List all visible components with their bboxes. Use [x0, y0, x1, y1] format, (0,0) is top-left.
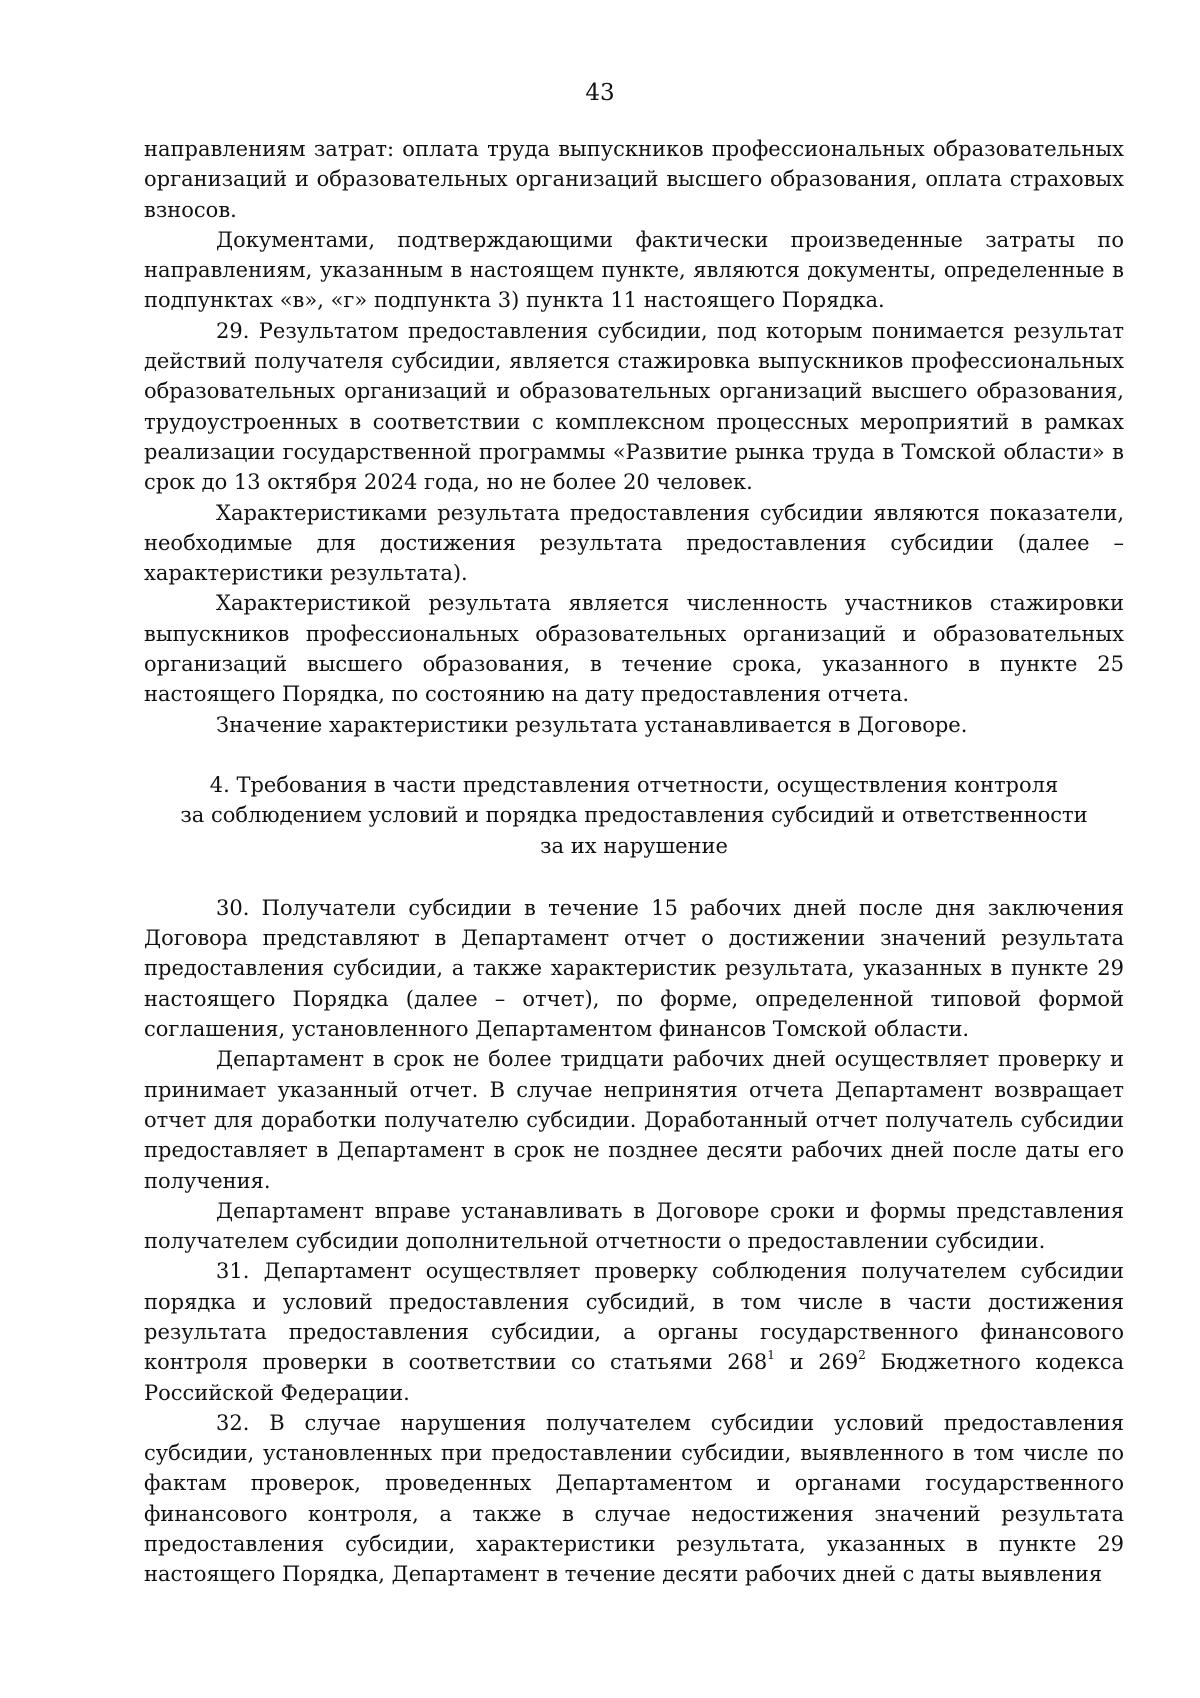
spacer [144, 861, 1124, 893]
document-body [144, 134, 1124, 1590]
paragraph-characteristic-definition: Характеристикой результата является численность участников стажировки выпускников профессиональных образовательных организаций и образовательных организаций высшего образования, в течение срока, указанного в пункте 25 настоящего Порядка, по состоянию на дату предоставления отчета. [144, 591, 1124, 707]
section-heading-line-2: за соблюдением условий и порядка предоставления субсидий и ответственности [180, 803, 1088, 828]
paragraph-costs-continuation: направлениям затрат: оплата труда выпускников профессиональных образовательных организаций и образовательных организаций высшего образования, оплата страховых взносов. [144, 137, 1124, 222]
paragraph-31-text-middle: и 269 [774, 1350, 859, 1375]
paragraph-supporting-documents: Документами, подтверждающими фактически произведенные затраты по направлениям, указанным в настоящем пункте, являются документы, определенные в подпунктах «в», «г» подпункта 3) пункта 11 настоящего Порядка. [144, 227, 1124, 313]
section-heading-line-3: за их нарушение [540, 833, 728, 858]
superscript-1: 1 [767, 1348, 775, 1363]
paragraph-result-characteristics: Характеристиками результата предоставления субсидии являются показатели, необходимые для достижения результата предоставления субсидии (далее – характеристики результата). [144, 500, 1124, 586]
paragraph-32: 32. В случае нарушения получателем субсидии условий предоставления субсидии, установленных при предоставлении субсидии, выявленного в том числе по фактам проверок, проведенных Департаментом и органами государственного финансового контроля, а также в случае недостижения значений результата предоставления субсидии, характеристики результата, указанных в пункте 29 настоящего Порядка, Департамент в течение десяти рабочих дней с даты выявления [144, 1410, 1124, 1587]
paragraph-31 [144, 1256, 1124, 1407]
section-heading-line-1: 4. Требования в части представления отчетности, осуществления контроля [209, 772, 1059, 797]
superscript-2: 2 [858, 1348, 866, 1363]
paragraph-30: 30. Получатели субсидии в течение 15 рабочих дней после дня заключения Договора представляют в Департамент отчет о достижении значений результата предоставления субсидии, а также характеристик результата, указанных в пункте 29 настоящего Порядка (далее – отчет), по форме, определенной типовой формой соглашения, установленного Департаментом финансов Томской области. [144, 895, 1124, 1042]
paragraph-31-text-end: Бюджетного кодекса Российской Федерации. [144, 1350, 1125, 1405]
page-number: 43 [585, 80, 615, 106]
paragraph-report-review: Департамент в срок не более тридцати рабочих дней осуществляет проверку и принимает указанный отчет. В случае непринятия отчета Департамент возвращает отчет для доработки получателю субсидии. Доработанный отчет получатель субсидии предоставляет в Департамент в срок не позднее десяти рабочих дней после даты его получения. [144, 1047, 1124, 1193]
spacer [144, 740, 1124, 770]
paragraph-additional-reporting: Департамент вправе устанавливать в Договоре сроки и формы представления получателем субсидии дополнительной отчетности о предоставлении субсидии. [144, 1198, 1124, 1254]
paragraph-characteristic-value: Значение характеристики результата устанавливается в Договоре. [216, 712, 968, 737]
paragraph-29: 29. Результатом предоставления субсидии, под которым понимается результат действий получателя субсидии, является стажировка выпускников профессиональных образовательных организаций и образовательных организаций высшего образования, трудоустроенных в соответствии с комплексном процессных мероприятий в рамках реализации государственной программы «Развитие рынка труда в Томской области» в срок до 13 октября 2024 года, но не более 20 человек. [144, 318, 1124, 495]
paragraph-31-text-start: 31. Департамент осуществляет проверку соблюдения получателем субсидии порядка и условий предоставления субсидий, в том числе в части достижения результата предоставления субсидии, а органы государственного финансового контроля проверки в соответствии со статьями 268 [144, 1259, 1124, 1375]
